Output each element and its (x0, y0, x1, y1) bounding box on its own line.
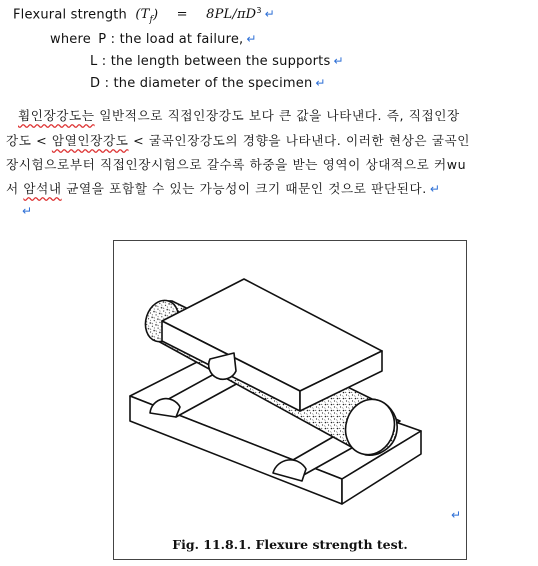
paragraph-text: 서 (6, 181, 24, 196)
paragraph-mark-icon: ↵ (333, 54, 344, 68)
formula-close: ) (153, 7, 159, 23)
paragraph-mark-icon: ↵ (315, 76, 326, 90)
definition-text: : the length between the supports (101, 54, 331, 69)
paragraph-mark-icon: ↵ (429, 182, 441, 196)
paragraph-text: < 굴곡인장강도의 경향을 나타낸다. 이러한 현상은 굴곡인 (128, 133, 471, 148)
paragraph-mark-icon: ↵ (264, 7, 275, 22)
definition-var: D (90, 76, 101, 91)
formula-prefix: Flexural strength (13, 7, 128, 23)
paragraph-mark-icon: ↵ (451, 508, 462, 522)
paragraph-text: 장시험으로부터 직접인장시험으로 갈수록 하중을 받는 영역이 상대적으로 커wu (6, 157, 467, 172)
formula-subscript: f (149, 14, 154, 25)
paragraph-line-2 (6, 130, 526, 149)
definition-l (90, 54, 344, 69)
definition-var: L (90, 54, 98, 69)
formula-equals: = (176, 7, 188, 23)
figure-frame (113, 240, 467, 560)
formula-exponent: 3 (256, 6, 262, 15)
underlined-word: 휨인장강도는 (18, 108, 95, 123)
paragraph-text: 균열을 포함할 수 있는 가능성이 크기 때문인 것으로 판단된다. (61, 181, 427, 196)
paragraph-line-1 (18, 105, 526, 124)
underlined-word: 암석내 (23, 181, 62, 196)
definition-var: P (98, 32, 107, 47)
formula-symbol: (T (135, 7, 150, 23)
paragraph-text: 강도 < (6, 133, 52, 148)
figure-caption: Fig. 11.8.1. Flexure strength test. (172, 537, 408, 552)
definition-text: : the diameter of the specimen (104, 76, 313, 91)
formula-expression: 8PL/πD (206, 7, 257, 23)
definition-d (90, 76, 326, 91)
flexure-test-illustration (114, 241, 466, 531)
paragraph-mark-icon: ↵ (246, 32, 257, 46)
definition-p (50, 32, 257, 47)
formula-line (13, 6, 275, 25)
underlined-word: 암열인장강도 (51, 133, 129, 148)
definition-text: : the load at failure, (110, 32, 244, 47)
definition-lead: where (50, 32, 91, 47)
paragraph-line-4 (6, 178, 526, 197)
paragraph-line-3 (6, 154, 526, 173)
paragraph-text: 일반적으로 직접인장강도 보다 큰 값을 나타낸다. 즉, 직접인장 (94, 108, 460, 123)
paragraph-mark-icon: ↵ (22, 204, 33, 218)
